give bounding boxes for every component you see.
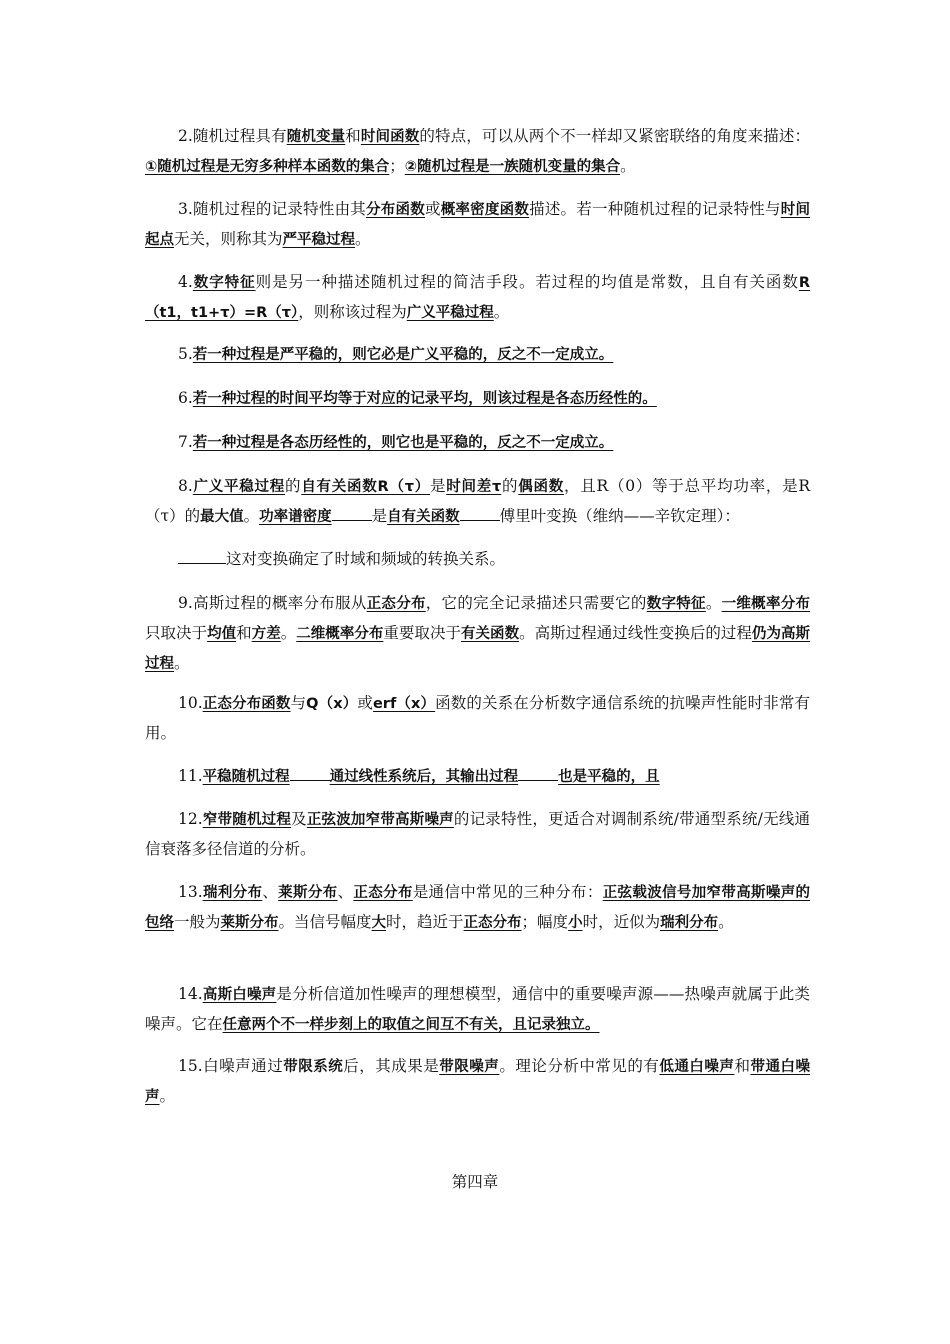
paragraph-14 bbox=[145, 980, 810, 1040]
key-term-underlined: 窄带随机过程 bbox=[202, 812, 292, 828]
key-term-underlined: 瑞利分布 bbox=[660, 915, 719, 931]
text-run: 。 bbox=[620, 157, 636, 175]
fill-blank bbox=[518, 762, 558, 781]
key-term-underlined: 瑞利分布 bbox=[202, 885, 263, 901]
key-term-underlined: 二维概率分布 bbox=[296, 626, 384, 642]
paragraph-7 bbox=[145, 428, 810, 458]
text-run: 10. bbox=[178, 694, 203, 712]
key-term-underlined: 功率谱密度 bbox=[259, 509, 332, 525]
text-run: 7. bbox=[178, 433, 193, 451]
key-term-underlined: 低通白噪声 bbox=[659, 1059, 735, 1075]
key-term-underlined: 正弦波加窄带高斯噪声 bbox=[306, 812, 454, 828]
key-term-underlined: erf（x） bbox=[372, 696, 436, 712]
key-term-underlined: 偶函数 bbox=[518, 479, 565, 495]
text-run: 或 bbox=[357, 694, 373, 712]
text-run: ，则称该过程为 bbox=[298, 303, 407, 321]
text-run: 。当信号幅度 bbox=[278, 913, 372, 931]
text-run: 。 bbox=[493, 303, 510, 321]
key-term-underlined: 正弦载波信号加窄带高斯噪声的包络 bbox=[145, 885, 811, 931]
text-run: 11. bbox=[178, 767, 203, 785]
text-run: 描述。若一种随机过程的记录特性与 bbox=[529, 200, 781, 218]
key-term-underlined: 平稳随机过程 bbox=[202, 769, 290, 785]
key-term-underlined: 正态分布 bbox=[366, 596, 426, 612]
paragraph-5 bbox=[145, 340, 810, 370]
text-run: 。高斯过程通过线性变换后的过程 bbox=[519, 624, 752, 642]
paragraph-12 bbox=[145, 805, 810, 864]
key-term-underlined: 广义平稳过程 bbox=[406, 305, 494, 321]
key-term-underlined: 仍为高斯过程 bbox=[145, 626, 810, 672]
key-term-underlined: 数字特征 bbox=[646, 596, 706, 612]
key-term-underlined: 一维概率分布 bbox=[721, 596, 811, 612]
key-term: Q（x） bbox=[306, 696, 358, 712]
key-term-underlined: ②随机过程是一族随机变量的集合 bbox=[404, 159, 621, 175]
key-term-underlined: 自有关函数R（τ） bbox=[301, 479, 430, 495]
text-run: 2.随机过程具有 bbox=[178, 127, 287, 145]
key-term-underlined: ①随机过程是无穷多种样本函数的集合 bbox=[145, 159, 390, 175]
text-run: 的 bbox=[285, 477, 302, 495]
text-run: 3.随机过程的记录特性由其 bbox=[178, 200, 367, 218]
key-term-underlined: 莱斯分布 bbox=[220, 915, 279, 931]
text-run: 5. bbox=[178, 345, 193, 363]
fill-blank bbox=[332, 502, 372, 521]
key-term-underlined: 分布函数 bbox=[366, 202, 425, 218]
text-run: 是 bbox=[429, 477, 447, 495]
fill-blank bbox=[178, 545, 226, 564]
text-run: 。理论分析中常见的有 bbox=[499, 1057, 660, 1075]
chapter-heading: 第四章 bbox=[451, 1173, 499, 1191]
text-run: 、 bbox=[337, 883, 354, 901]
text-run: 和 bbox=[236, 624, 252, 642]
key-term-underlined: 大 bbox=[371, 915, 387, 931]
text-run: 的 bbox=[501, 477, 519, 495]
text-run: ；幅度 bbox=[521, 913, 569, 931]
text-run: 。 bbox=[718, 913, 734, 931]
text-run: 、 bbox=[262, 883, 279, 901]
key-term-underlined: 时间差τ bbox=[446, 479, 502, 495]
paragraph-8-continuation bbox=[145, 545, 810, 574]
key-term-underlined: 方差 bbox=[251, 626, 281, 642]
text-run: 。 bbox=[159, 1087, 176, 1105]
paragraph-2 bbox=[145, 122, 810, 182]
paragraph-9 bbox=[145, 589, 810, 679]
key-term-underlined: 若一种过程的时间平均等于对应的记录平均，则该过程是各态历经性的。 bbox=[192, 391, 657, 407]
text-run: 。 bbox=[705, 594, 722, 612]
fill-blank bbox=[290, 762, 330, 781]
key-term-underlined: 带限噪声 bbox=[439, 1059, 500, 1075]
text-run: 无关，则称其为 bbox=[174, 230, 283, 248]
key-term-underlined: 若一种过程是严平稳的，则它必是广义平稳的，反之不一定成立。 bbox=[192, 347, 614, 363]
text-run: 的记录特性，更适合对调制系统/带通型系统/无线通信衰落多径信道的分析。 bbox=[145, 810, 811, 858]
key-term-underlined: 严平稳过程 bbox=[282, 232, 356, 248]
key-term-underlined: 广义平稳过程 bbox=[192, 479, 286, 495]
text-run: 或 bbox=[424, 200, 441, 218]
text-run: 这对变换确定了时域和频域的转换关系。 bbox=[226, 550, 506, 568]
key-term-underlined: 数字特征 bbox=[192, 275, 256, 291]
key-term: 最大值 bbox=[200, 509, 244, 525]
key-term-underlined: 有关函数 bbox=[461, 626, 520, 642]
text-run: ，它的完全记录描述只需要它的 bbox=[425, 594, 647, 612]
key-term-underlined: 时间函数 bbox=[360, 129, 420, 145]
fill-blank bbox=[460, 502, 500, 521]
key-term-underlined: 带通白噪声 bbox=[145, 1059, 810, 1105]
key-term-underlined: 也是平稳的，且 bbox=[558, 769, 660, 785]
text-run: 傅里叶变换（维纳——辛钦定理）： bbox=[499, 507, 740, 525]
text-run: 则是另一种描述随机过程的简洁手段。若过程的均值是常数，且自有关函数 bbox=[255, 273, 799, 291]
paragraph-4 bbox=[145, 268, 810, 328]
text-run: 14. bbox=[178, 985, 203, 1003]
paragraph-6 bbox=[145, 384, 810, 414]
paragraph-13 bbox=[145, 878, 810, 938]
key-term-underlined: 小 bbox=[568, 915, 583, 931]
paragraph-15 bbox=[145, 1052, 810, 1112]
key-term-underlined: 若一种过程是各态历经性的，则它也是平稳的，反之不一定成立。 bbox=[192, 435, 614, 451]
text-run: 时，近似为 bbox=[582, 913, 661, 931]
text-run: 是 bbox=[371, 507, 388, 525]
text-run: 和 bbox=[345, 127, 361, 145]
key-term-underlined: 正态分布 bbox=[463, 915, 522, 931]
key-term-underlined: 正态分布函数 bbox=[202, 696, 291, 712]
text-run: 。 bbox=[355, 230, 371, 248]
text-run: 。 bbox=[243, 507, 260, 525]
text-run: 4. bbox=[178, 273, 193, 291]
key-term-underlined: 通过线性系统后，其输出过程 bbox=[329, 769, 519, 785]
key-term-underlined: R（t1，t1+τ）=R（τ） bbox=[145, 275, 810, 321]
text-run: 与 bbox=[290, 694, 307, 712]
text-run: 重要取决于 bbox=[383, 624, 461, 642]
key-term-underlined: 时间起点 bbox=[145, 202, 810, 248]
text-run: 13. bbox=[178, 883, 203, 901]
text-run: 。 bbox=[174, 654, 190, 672]
text-run: 12. bbox=[178, 810, 203, 828]
text-run: ； bbox=[389, 157, 405, 175]
text-run: 和 bbox=[734, 1057, 751, 1075]
paragraph-3 bbox=[145, 195, 810, 255]
key-term-underlined: 莱斯分布 bbox=[278, 885, 338, 901]
text-run: 15.白噪声通过 bbox=[178, 1057, 284, 1075]
key-term-underlined: 均值 bbox=[207, 626, 237, 642]
text-run: 9.高斯过程的概率分布服从 bbox=[178, 594, 367, 612]
key-term-underlined: 任意两个不一样步刻上的取值之间互不有关，且记录独立。 bbox=[222, 1017, 600, 1033]
text-run: 是通信中常见的三种分布： bbox=[412, 883, 603, 901]
key-term-underlined: 正态分布 bbox=[353, 885, 413, 901]
text-run: 函数的关系在分析数字通信系统的抗噪声性能时非常有用。 bbox=[145, 694, 810, 742]
text-run: 时，趋近于 bbox=[386, 913, 464, 931]
text-run: 6. bbox=[178, 389, 193, 407]
key-term-underlined: 概率密度函数 bbox=[440, 202, 530, 218]
key-term-underlined: 自有关函数 bbox=[387, 509, 460, 525]
text-run: 及 bbox=[291, 810, 307, 828]
text-run: 一般为 bbox=[174, 913, 221, 931]
paragraph-11 bbox=[145, 762, 810, 792]
text-run: ，且R（0）等于总平均功率，是R（τ）的 bbox=[145, 477, 810, 525]
paragraph-10 bbox=[145, 689, 810, 748]
text-run: 只取决于 bbox=[145, 624, 208, 642]
text-run: 8. bbox=[178, 477, 193, 495]
text-run: 。 bbox=[280, 624, 297, 642]
text-run: 是分析信道加性噪声的理想模型，通信中的重要噪声源——热噪声就属于此类噪声。它在 bbox=[145, 985, 811, 1033]
paragraph-8 bbox=[145, 472, 810, 532]
key-term-underlined: 高斯白噪声 bbox=[202, 987, 277, 1003]
text-run: 的特点，可以从两个不一样却又紧密联络的角度来描述： bbox=[419, 127, 811, 145]
text-run: 后，其成果是 bbox=[343, 1057, 440, 1075]
key-term-underlined: 随机变量 bbox=[286, 129, 346, 145]
key-term: 带限系统 bbox=[283, 1059, 344, 1075]
